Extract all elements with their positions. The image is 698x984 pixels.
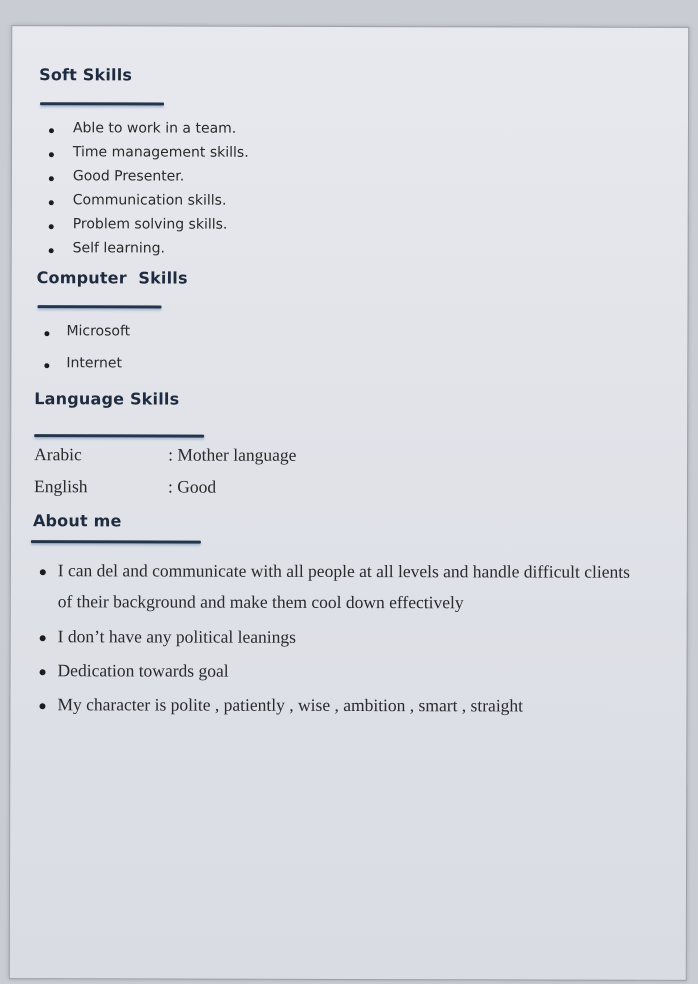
soft-skills-heading: Soft Skills bbox=[39, 65, 133, 85]
about-me-heading: About me bbox=[32, 511, 122, 531]
about-me-text: My character is polite , patiently , wise , ambition , smart , straight bbox=[57, 694, 524, 716]
about-me-text: I don’t have any political leanings bbox=[57, 626, 296, 647]
bullet-icon bbox=[49, 128, 54, 133]
bullet-icon bbox=[49, 176, 54, 181]
soft-skills-underline bbox=[40, 102, 164, 105]
list-item bbox=[35, 355, 130, 379]
list-item bbox=[35, 323, 130, 355]
about-me-text: I can del and communicate with all people at all levels and handle difficult clients bbox=[57, 560, 630, 582]
bullet-icon bbox=[40, 669, 46, 675]
bullet-icon bbox=[40, 635, 46, 641]
about-me-text-continued: of their background and make them cool down effectively bbox=[57, 591, 464, 613]
soft-skill-text: Able to work in a team. bbox=[72, 120, 237, 137]
bullet-icon bbox=[49, 224, 54, 229]
list-item bbox=[40, 216, 249, 241]
bullet-icon bbox=[44, 363, 49, 368]
language-skills-heading: Language Skills bbox=[34, 389, 180, 409]
soft-skill-text: Problem solving skills. bbox=[72, 216, 228, 233]
language-name: English bbox=[34, 476, 88, 497]
computer-skills-heading: Computer Skills bbox=[36, 268, 188, 288]
computer-skills-list bbox=[35, 323, 130, 379]
list-item bbox=[31, 693, 629, 729]
language-skills-underline bbox=[34, 434, 204, 437]
about-me-underline bbox=[31, 540, 201, 543]
list-item bbox=[32, 625, 630, 661]
soft-skill-text: Time management skills. bbox=[72, 144, 249, 161]
list-item bbox=[32, 559, 630, 627]
bullet-icon bbox=[49, 200, 54, 205]
bullet-icon bbox=[40, 569, 46, 575]
list-item bbox=[40, 168, 249, 193]
bullet-icon bbox=[44, 331, 49, 336]
soft-skills-list bbox=[40, 120, 249, 265]
bullet-icon bbox=[39, 703, 45, 709]
soft-skill-text: Self learning. bbox=[72, 240, 166, 257]
list-item bbox=[40, 144, 249, 169]
language-level: : Mother language bbox=[168, 444, 297, 465]
bullet-icon bbox=[49, 248, 54, 253]
about-me-list bbox=[31, 559, 630, 729]
list-item bbox=[40, 120, 249, 145]
about-me-text: Dedication towards goal bbox=[57, 660, 229, 681]
soft-skill-text: Good Presenter. bbox=[72, 168, 185, 185]
computer-skill-text: Microsoft bbox=[66, 323, 131, 340]
resume-page bbox=[9, 25, 689, 981]
language-name: Arabic bbox=[34, 444, 82, 465]
soft-skill-text: Communication skills. bbox=[72, 192, 227, 209]
list-item bbox=[40, 192, 249, 217]
computer-skill-text: Internet bbox=[66, 355, 122, 372]
list-item bbox=[32, 659, 630, 695]
bullet-icon bbox=[49, 152, 54, 157]
computer-skills-underline bbox=[38, 305, 162, 308]
list-item bbox=[40, 240, 249, 265]
language-level: : Good bbox=[168, 476, 217, 497]
